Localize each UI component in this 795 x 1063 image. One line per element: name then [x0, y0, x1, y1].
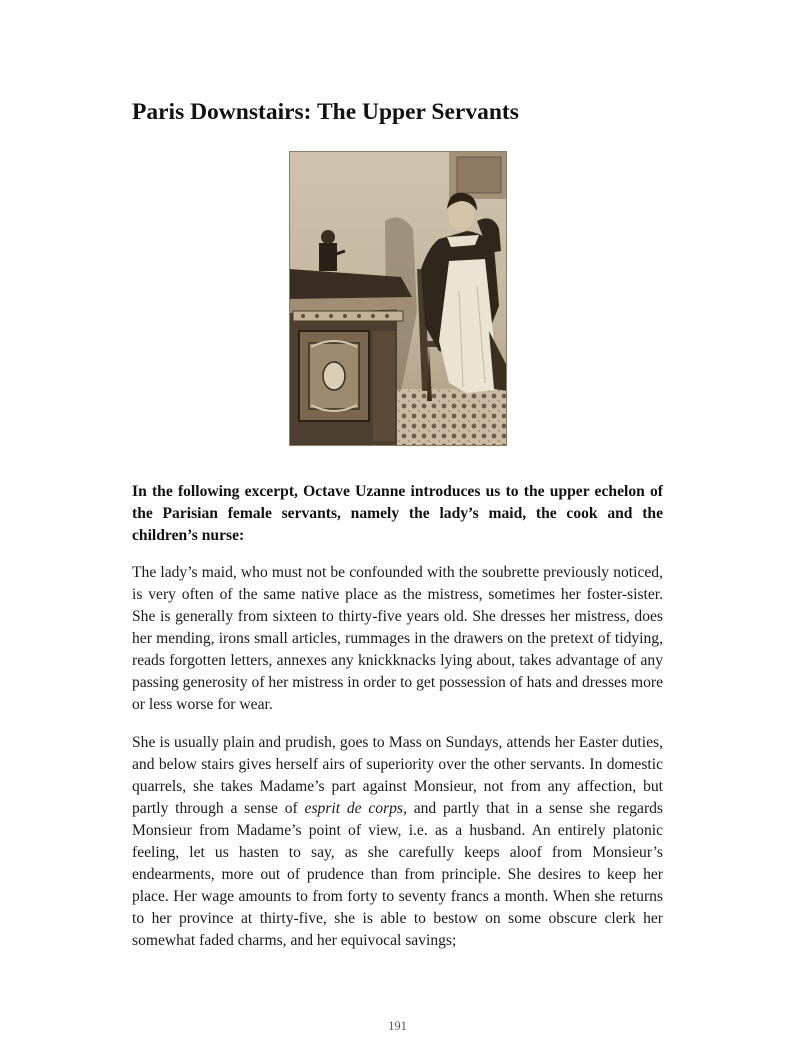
intro-paragraph: In the following excerpt, Octave Uzanne introduces us to the upper echelon of the Parisian female servants, namely the lady’s maid, the cook and the children’s nurse: — [132, 483, 663, 544]
photograph-icon — [289, 151, 507, 446]
italic-phrase: esprit de corps, — [304, 800, 407, 817]
body-paragraph-2 — [132, 732, 663, 952]
body-paragraph-1: The lady’s maid, who must not be confounded with the soubrette previously noticed, is very often of the same native place as the mistress, sometimes her foster-sister. She is generally from sixteen to thirty-five years old. She dresses her mistress, does her mending, irons small articles, rummages in the drawers on the pretext of tidying, reads forgotten letters, annexes any knickknacks lying about, takes advantage of any passing generosity of her mistress in order to get possession of hats and dresses more or less worse for wear. — [132, 564, 663, 713]
page-number: 191 — [388, 1019, 407, 1033]
paragraph-2-text-end: and partly that in a sense she regards Monsieur from Madame’s point of view, i.e. as a husband. An entirely platonic feeling, let us hasten to say, as she carefully keeps aloof from Monsieur’s endearments, more out of prudence than from principle. She desires to keep her place. Her wage amounts to from forty to seventy francs a month. When she returns to her province at thirty-five, she is able to bestow on some obscure clerk her somewhat faded charms, and her equivocal savings; — [132, 800, 663, 949]
paragraph-2-text-start: She is usually plain and prudish, goes to Mass on Sundays, attends her Easter duties, and below stairs gives herself airs of superiority over the other servants. In domestic quarrels, she takes Madame’s part against Monsieur, not from any affection, but partly through a sense of — [132, 734, 663, 817]
maid-photograph — [289, 151, 507, 446]
page-title: Paris Downstairs: The Upper Servants — [132, 99, 519, 125]
